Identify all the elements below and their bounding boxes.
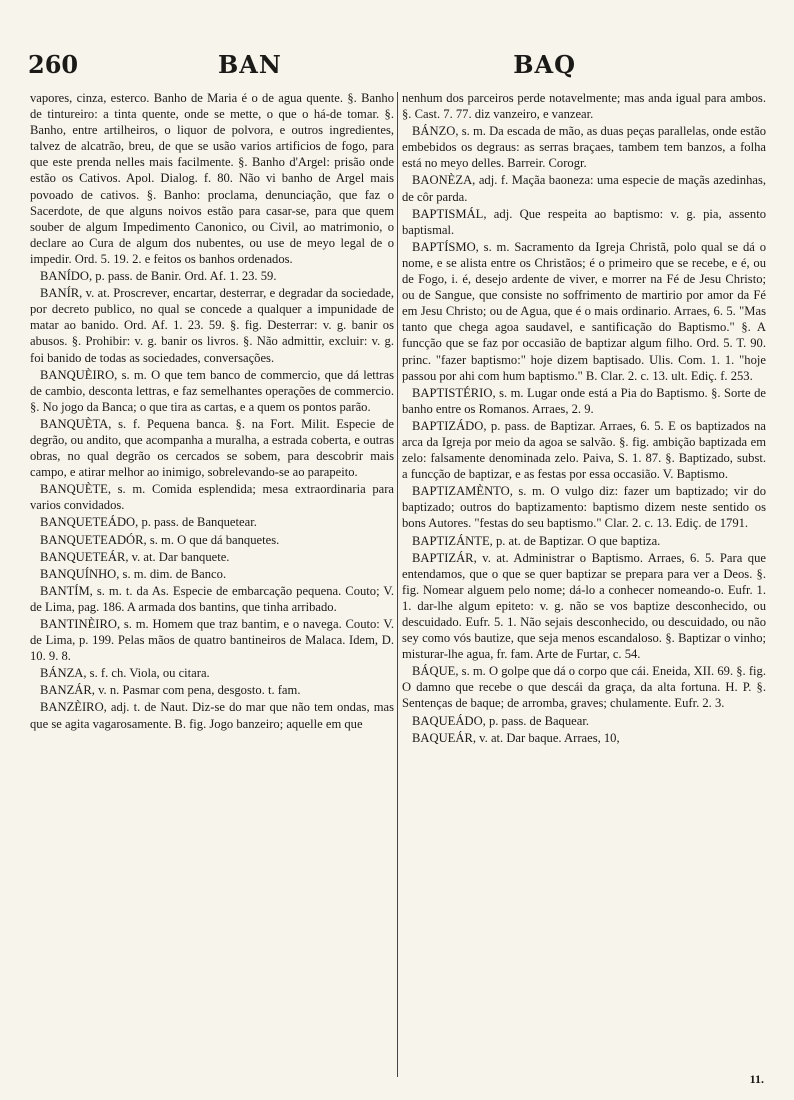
left-column (30, 90, 394, 1080)
dictionary-entry: BAPTIZÁR, v. at. Administrar o Baptismo. Arraes, 6. 5. Para que entendamos, que o que se quer baptizar se prepara para ver a Deos. §. fig. Nomear alguem pelo nome; dá-lo a conhecer nomeando-o. Eufr. 1. 1. dar-lhe algum epiteto: v. g. não se vos baptize desconhecido, ou descuidado. Eufr. 5. 1. Não sejais desconhecido, ou descuidado, ou não sey como vós bautize, que seja menos escandaloso. §. Baptizar o vinho; misturar-lhe agua, fr. fam. Arte de Furtar, c. 54. (402, 550, 766, 662)
dictionary-entry: BANÍR, v. at. Proscrever, encartar, desterrar, e degradar da sociedade, por decreto publico, no qual se concede a qualquer a impunidade de matar ao banido. Ord. Af. 1. 23. 59. §. fig. Desterrar: v. g. banir os abusos. §. Prohibir: v. g. banir os livros. §. Não admittir, excluir: v. g. foi banido de todas as sociedades, conversações. (30, 286, 394, 365)
column-divider (397, 92, 398, 1077)
dictionary-entry: BAQUEÁR, v. at. Dar baque. Arraes, 10, (412, 730, 620, 745)
dictionary-entry: BÁNZO, s. m. Da escada de mão, as duas peças parallelas, onde estão embebidos os degraus: as serras braçaes, tambem tem banzos, a folha está no meyo delles. Barreir. Corogr. (402, 124, 766, 171)
dictionary-entry: BANQUETEADÓR, s. m. O que dá banquetes. (40, 532, 280, 547)
dictionary-entry: BAPTIZÁNTE, p. at. de Baptizar. O que baptiza. (412, 533, 661, 548)
dictionary-entry: vapores, cinza, esterco. Banho de Maria é o de agua quente. §. Banho de tintureiro: a tinta quente, onde se mette, o que o há-de tomar. §. Banho, entre artilheiros, o liquor de polvora, e outros ingredientes, talvez de alcatrão, breu, de que se usão varios artificios de fogo, para que este prenda nelles mais facilmente. §. Banho d'Argel: prisão onde estão os Cativos. Apol. Dialog. f. 80. Não vi banho de Argel mais povoado de cativos. §. Banho: proclama, denunciação, que faz o Sacerdote, de que alguns noivos estão para casar-se, para que quem souber de algum Impedimento Canonico, ou Civil, ao matrimonio, o declare ao Cura de algum dos nubentes, ou use de meyo legal de o impedir. Ord. 5. 19. 2. e feitos os banhos ordenados. (30, 91, 394, 266)
dictionary-entry: BAPTISMÁL, adj. Que respeita ao baptismo: v. g. pia, assento baptismal. (402, 206, 766, 237)
dictionary-entry: BANZÈIRO, adj. t. de Naut. Diz-se do mar que não tem ondas, mas que se agita vagarosamente. B. fig. Jogo banzeiro; aquelle em que (30, 700, 394, 731)
page-number: 260 (28, 50, 79, 79)
page-header (28, 48, 766, 88)
dictionary-entry: BANTÍM, s. m. t. da As. Especie de embarcação pequena. Couto; V. de Lima, pag. 186. A armada dos bantins, que tinha arribado. (30, 583, 394, 614)
dictionary-entry: BAPTISTÉRIO, s. m. Lugar onde está a Pia do Baptismo. §. Sorte de banho entre os Romanos. Arraes, 2. 9. (402, 385, 766, 416)
dictionary-entry: BANTINÈIRO, s. m. Homem que traz bantim, e o navega. Couto: V. de Lima, p. 199. Pelas mãos de quatro bantineiros de Malaca. Idem, D. 10. 9. 8. (30, 617, 394, 664)
dictionary-entry: BAPTIZÁDO, p. pass. de Baptizar. Arraes, 6. 5. E os baptizados na arca da Igreja por meio da agoa se salvão. §. fig. ambição baptizada em zelo: falsamente denominada zelo. Paiva, S. 1. 87. §. Baptizado, subst. a funcção de baptizar, e as festas por essa occasião. V. Baptismo. (402, 418, 766, 482)
dictionary-entry: BAPTIZAMÈNTO, s. m. O vulgo diz: fazer um baptizado; vir do baptizado; outros do baptizamento: baptismo dizem neste sentido os bons Autores. "festas do seu baptismo." Clar. 2. c. 13. Ediç. de 1791. (402, 484, 766, 531)
dictionary-entry: BANQUÈIRO, s. m. O que tem banco de commercio, que dá lettras de cambio, desconta lettras, e faz semelhantes operações de commercio. §. No jogo da Banca; o que tira as cartas, e a quem os pontos parão. (30, 367, 394, 414)
dictionary-entry: BAONÈZA, adj. f. Maçãa baoneza: uma especie de maçãs azedinhas, de côr parda. (402, 173, 766, 204)
dictionary-entry: nenhum dos parceiros perde notavelmente; mas anda igual para ambos. §. Cast. 7. 77. diz vanzeiro, e vanzear. (402, 91, 766, 122)
dictionary-entry: BAPTÍSMO, s. m. Sacramento da Igreja Christã, polo qual se dá o nome, e se alista entre os Christãos; é o primeiro que se recebe, e é, ou de Fogo, i. é, desejo ardente de viver, e morrer na Fé de Jesu Christo; ou de Sangue, que consiste no soffrimento de martirio por amor da Fé em Jesu Christo; ou de Agua, que é o mais ordinario. Arraes, 6. 5. "Mas tanto que chega agoa saudavel, e santificação do Baptismo." §. A funcção que se faz por occasião de baptizar algum filho. Ord. 5. T. 90. princ. "fazer baptismo:" hoje dizem baptisado. Ulis. Com. 1. 1. "hoje passou por ahi com hum baptismo." B. Clar. 2. c. 13. ult. Ediç. f. 253. (402, 239, 766, 383)
dictionary-entry: BANQUÈTE, s. m. Comida esplendida; mesa extraordinaria para varios convidados. (30, 482, 394, 513)
catchword: 11. (749, 1072, 764, 1086)
dictionary-entry: BANQUÍNHO, s. m. dim. de Banco. (40, 566, 227, 581)
dictionary-entry: BANQUETEÁDO, p. pass. de Banquetear. (40, 515, 257, 530)
dictionary-entry: BANZÁR, v. n. Pasmar com pena, desgosto. t. fam. (40, 683, 301, 698)
dictionary-entry: BANQUÈTA, s. f. Pequena banca. §. na Fort. Milit. Especie de degrão, ou andito, que acompanha a muralha, a estrada coberta, e outras obras, no qual degrão os cercados se sobem, para descobrir mais campo, e atirar melhor ao inimigo, sobrelevando-se ao parapeito. (30, 416, 394, 480)
dictionary-entry: BANQUETEÁR, v. at. Dar banquete. (40, 549, 230, 564)
right-column (402, 90, 766, 1080)
dictionary-entry: BÁQUE, s. m. O golpe que dá o corpo que cái. Eneida, XII. 69. §. fig. O damno que recebe o que descái da graça, da alta fortuna. H. P. §. Sentenças de baque; de arromba, graves; chulamente. Eufr. 2. 3. (402, 664, 766, 711)
left-guide-word: BAN (218, 50, 282, 79)
right-guide-word: BAQ (513, 50, 576, 79)
dictionary-entry: BANÍDO, p. pass. de Banir. Ord. Af. 1. 23. 59. (40, 269, 277, 284)
dictionary-entry: BÁNZA, s. f. ch. Viola, ou citara. (40, 666, 210, 681)
dictionary-entry: BAQUEÁDO, p. pass. de Baquear. (412, 713, 589, 728)
